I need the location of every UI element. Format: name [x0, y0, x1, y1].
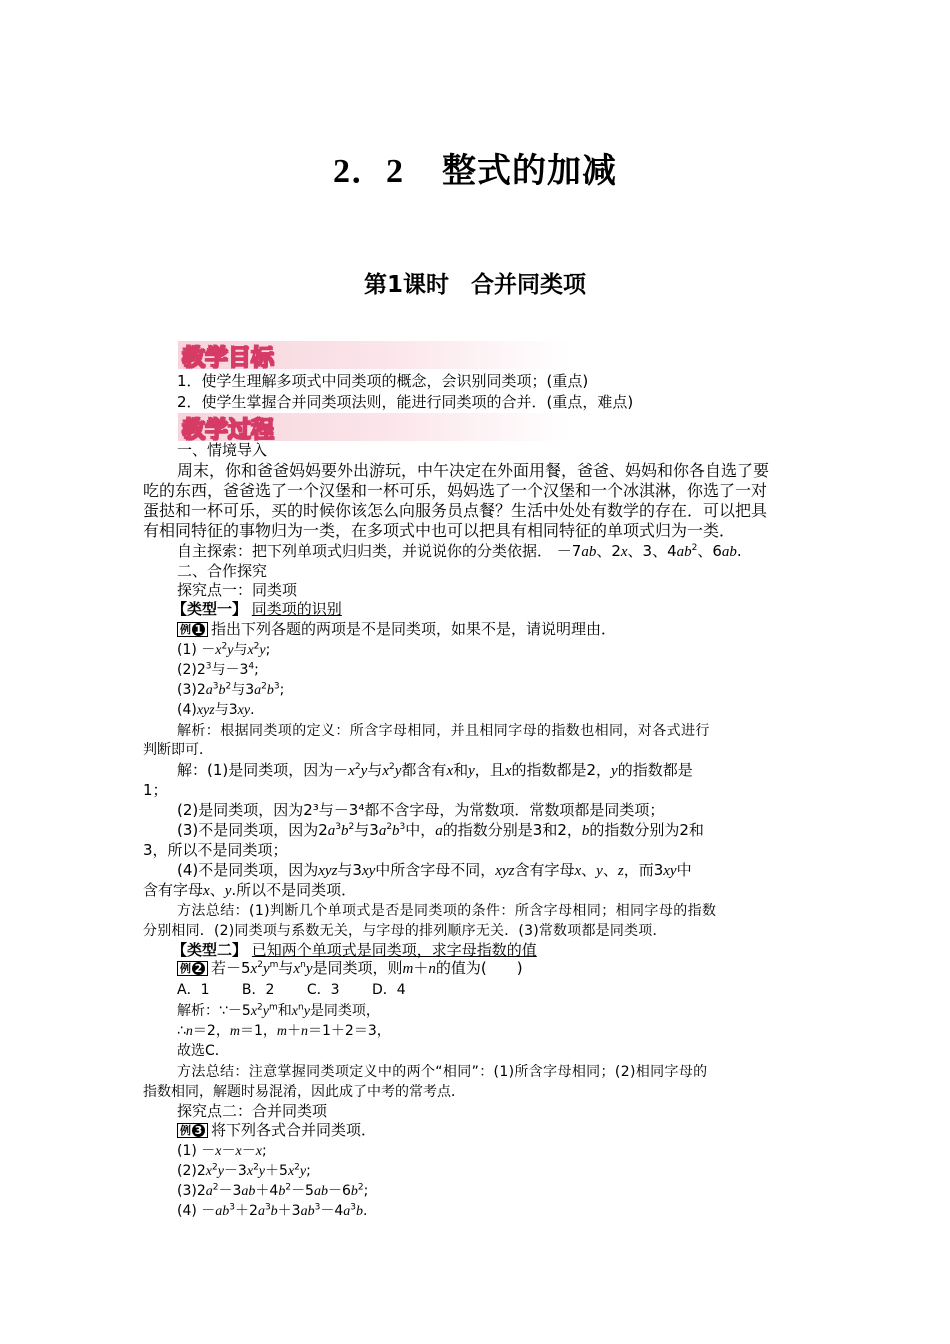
ex2-options: A．1 B．2 C．3 D．4: [177, 982, 406, 998]
ex1-solution-4b: 含有字母x、y.所以不是同类项．: [143, 881, 357, 899]
ex1-item-4: (4)xyz与3xy.: [177, 702, 255, 718]
example-1: [177, 619, 616, 639]
intro-para-4: 有相同特征的事物归为一类，在多项式中也可以把具有相同特征的单项式归为一类．: [143, 521, 736, 540]
ex1-item-1: $(1) -x^2y$与$x^2y$;: [177, 641, 271, 658]
ex1-method-2: 分别相同．(2)同类项与系数无关，与字母的排列顺序无关．(3)常数项都是同类项．: [143, 923, 667, 939]
chapter-number: 2．2: [333, 153, 404, 190]
goals-banner: [178, 341, 570, 369]
example-1-text: 指出下列各题的两项是不是同类项，如果不是，请说明理由．: [211, 620, 617, 638]
ex1-solution-4: (4)不是同类项，因为xyz与3xy中所含字母不同，xyz含有字母x、y、z，而3xy中: [177, 861, 692, 879]
intro-para-1: 周末，你和爸爸妈妈要外出游玩，中午决定在外面用餐，爸爸、妈妈和你各自选了要: [177, 461, 770, 480]
ex2-analysis-2: ∴n＝2，m＝1，m＋n＝1＋2＝3，: [177, 1023, 391, 1039]
coop-heading: 二、合作探究: [177, 562, 268, 580]
ex1-method-1: 方法总结：(1)判断几个单项式是否是同类项的条件：所含字母相同；相同字母的指数: [177, 903, 717, 919]
point2-heading: 探究点二：合并同类项: [177, 1102, 328, 1120]
ex1-analysis-1: 解析：根据同类项的定义：所含字母相同，并且相同字母的指数也相同，对各式进行: [177, 723, 710, 739]
intro-para-2: 吃的东西，爸爸选了一个汉堡和一杯可乐，妈妈选了一个汉堡和一个冰淇淋，你选了一对: [143, 481, 768, 500]
example-2-badge: 例 2: [177, 961, 208, 976]
example-3: [177, 1120, 376, 1140]
ex2-method-1: 方法总结：注意掌握同类项定义中的两个“相同”：(1)所含字母相同；(2)相同字母的: [177, 1064, 708, 1080]
goals-banner-label: 教学目标: [182, 345, 274, 371]
ex1-analysis-2: 判断即可．: [143, 742, 213, 758]
ex3-item-3: $(3)2a^2-3ab+4b^2-5ab-6b^2$;: [177, 1182, 369, 1199]
ex2-analysis-3: 故选C．: [177, 1043, 229, 1059]
point1-heading: 探究点一：同类项: [177, 581, 298, 599]
lesson-number: 第1课时: [363, 272, 449, 298]
ex1-item-2: $(2)2^3$与$-3^4$;: [177, 661, 259, 678]
example-3-badge: 例 3: [177, 1123, 208, 1138]
chapter-name: 整式的加减: [442, 151, 617, 191]
intro-para-3: 蛋挞和一杯可乐，买的时候你该怎么向服务员点餐？生活中处处有数学的存在．可以把具: [143, 501, 768, 520]
example-3-text: 将下列各式合并同类项．: [211, 1121, 377, 1139]
type2-heading: [172, 940, 537, 960]
ex1-solution-3b: 3，所以不是同类项；: [143, 841, 288, 859]
type1-tag: 【类型一】: [172, 600, 248, 618]
ex2-method-2: 指数相同，解题时易混淆，因此成了中考的常考点．: [143, 1084, 465, 1100]
example-2: 例 2 若$-5x^2y^m$与$x^ny$是同类项，则m＋n的值为( ): [177, 958, 523, 979]
ex1-solution-2: (2)是同类项，因为2³与－3⁴都不含字母，为常数项．常数项都是同类项；: [177, 801, 665, 819]
lesson-name: 合并同类项: [471, 272, 586, 298]
process-banner-label: 教学过程: [182, 417, 274, 443]
type2-title: 已知两个单项式是同类项，求字母指数的值: [251, 941, 537, 959]
example-1-badge: 例 1: [177, 622, 208, 637]
goal-2: 2．使学生掌握合并同类项法则，能进行同类项的合并．(重点，难点): [177, 393, 634, 411]
explore-text: 自主探索：把下列单项式归归类，并说说你的分类依据．: [177, 542, 553, 560]
intro-heading: 一、情境导入: [177, 441, 268, 459]
type1-title: 同类项的识别: [251, 600, 342, 618]
ex3-item-4: $(4) -ab^3+2a^3b+3ab^3-4a^3b$.: [177, 1202, 368, 1219]
explore-line: 自主探索：把下列单项式归归类，并说说你的分类依据． －7ab、2x、3、$4ab^2$、6ab.: [177, 542, 742, 560]
goal-1: 1．使学生理解多项式中同类项的概念，会识别同类项；(重点): [177, 372, 589, 390]
ex3-item-2: $(2)2x^2y-3x^2y+5x^2y$;: [177, 1162, 311, 1179]
lesson-title: [0, 266, 950, 299]
ex1-solution-3: (3)不是同类项，因为$2a^3b^2$与$3a^2b^3$中，a的指数分别是3和2，b的指数分别为2和: [177, 821, 704, 839]
ex3-item-1: (1) －x－x－x;: [177, 1143, 267, 1159]
type1-heading: [172, 599, 342, 619]
chapter-title: [0, 143, 950, 192]
ex1-item-3: $(3)2a^3b^2$与$3a^2b^3$;: [177, 681, 285, 698]
process-banner: [178, 413, 570, 441]
ex2-analysis-1: 解析：$\because-5x^2y^m$和$x^ny$是同类项，: [177, 1002, 380, 1019]
ex1-solution-1: 解：(1)是同类项，因为$-x^2y$与$x^2y$都含有x和y，且x的指数都是2，y的指数都是: [177, 761, 693, 779]
ex1-solution-1b: 1；: [143, 781, 168, 799]
type2-tag: 【类型二】: [172, 941, 248, 959]
